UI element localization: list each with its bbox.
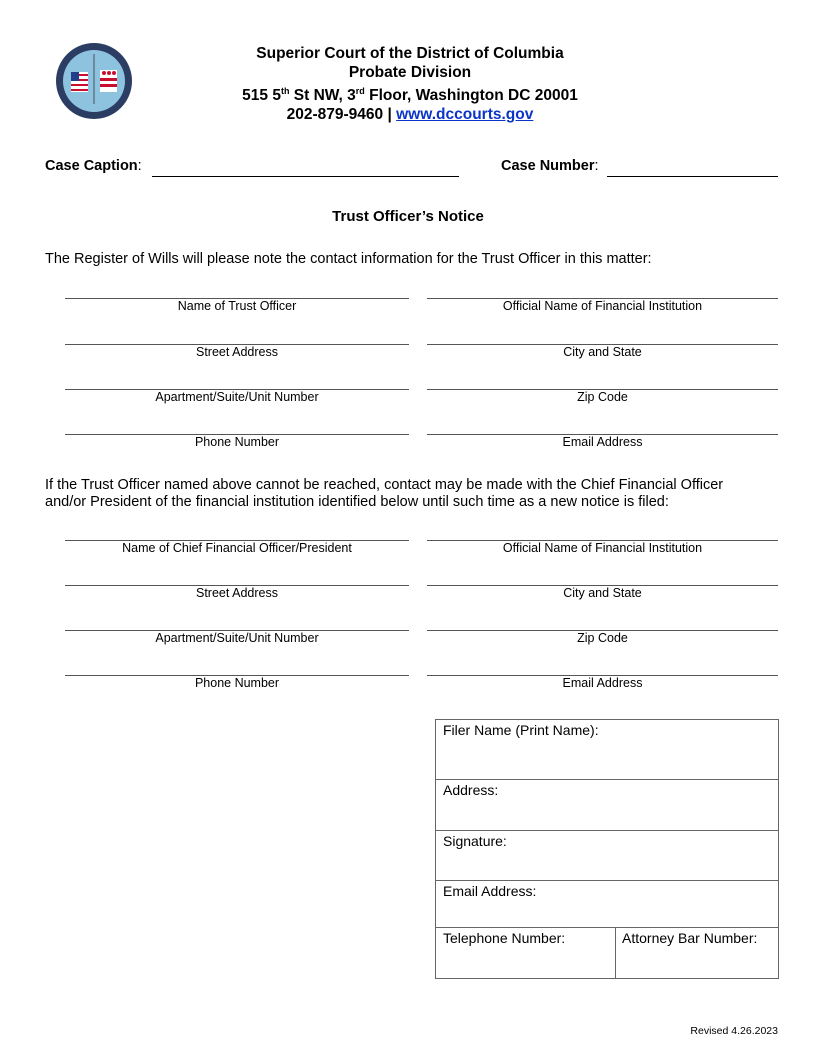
filer-name-field[interactable] bbox=[436, 720, 778, 779]
field-label: Street Address bbox=[196, 345, 278, 359]
court-address bbox=[150, 82, 670, 105]
filer-email-field[interactable] bbox=[436, 880, 778, 927]
telephone-label: Telephone Number: bbox=[443, 930, 566, 946]
address-part: St NW, 3 bbox=[289, 87, 356, 105]
field-label: Street Address bbox=[196, 586, 278, 600]
court-header bbox=[150, 44, 670, 124]
website-link[interactable]: www.dccourts.gov bbox=[396, 106, 534, 124]
field-label: Email Address bbox=[562, 435, 643, 449]
filer-info-box bbox=[435, 719, 779, 979]
case-number-label bbox=[501, 158, 599, 174]
address-sup: rd bbox=[355, 86, 365, 96]
filer-name-label: Filer Name (Print Name): bbox=[443, 722, 599, 738]
court-name: Superior Court of the District of Columbia bbox=[256, 45, 564, 62]
case-caption-field[interactable] bbox=[152, 176, 459, 177]
colon: : bbox=[594, 158, 599, 174]
field-label: Zip Code bbox=[577, 390, 628, 404]
address-part: 515 5 bbox=[242, 87, 281, 105]
revision-date: Revised 4.26.2023 bbox=[690, 1025, 778, 1037]
case-caption-text: Case Caption bbox=[45, 158, 138, 174]
bar-number-field[interactable] bbox=[616, 927, 778, 978]
form-title: Trust Officer’s Notice bbox=[332, 208, 484, 225]
address-label: Address: bbox=[443, 782, 499, 798]
field-label: Apartment/Suite/Unit Number bbox=[155, 390, 319, 404]
address-sup: th bbox=[280, 86, 290, 96]
bar-number-label: Attorney Bar Number: bbox=[622, 930, 758, 946]
field-label: Name of Chief Financial Officer/President bbox=[122, 541, 352, 555]
email-label: Email Address: bbox=[443, 883, 537, 899]
field-label: Zip Code bbox=[577, 631, 628, 645]
field-label: Apartment/Suite/Unit Number bbox=[155, 631, 319, 645]
field-label: Official Name of Financial Institution bbox=[502, 541, 703, 555]
colon: : bbox=[137, 158, 142, 174]
court-phone: 202-879-9460 | bbox=[286, 106, 397, 124]
signature-label: Signature: bbox=[443, 833, 507, 849]
address-part: Floor, Washington DC 20001 bbox=[364, 87, 578, 105]
field-label: Name of Trust Officer bbox=[177, 299, 297, 313]
telephone-field[interactable] bbox=[436, 927, 616, 978]
contingency-text: If the Trust Officer named above cannot be reached, contact may be made with the Chief Financial Officer and/or President of the financial institution identified below until such time as a new notice is filed: bbox=[45, 477, 724, 510]
field-label: Phone Number bbox=[194, 435, 280, 449]
field-label: Email Address bbox=[562, 676, 643, 690]
field-label: Phone Number bbox=[194, 676, 280, 690]
court-seal-icon bbox=[55, 42, 133, 120]
filer-address-field[interactable] bbox=[436, 779, 778, 830]
division-name: Probate Division bbox=[348, 64, 472, 81]
intro-text: The Register of Wills will please note the contact information for the Trust Officer in this matter: bbox=[45, 251, 652, 267]
field-label: City and State bbox=[563, 586, 642, 600]
signature-field[interactable] bbox=[436, 830, 778, 880]
field-label: City and State bbox=[563, 345, 642, 359]
case-caption-label bbox=[45, 158, 142, 174]
case-number-field[interactable] bbox=[607, 176, 778, 177]
field-label: Official Name of Financial Institution bbox=[502, 299, 703, 313]
contact-line bbox=[150, 105, 670, 124]
case-number-text: Case Number bbox=[501, 158, 595, 174]
